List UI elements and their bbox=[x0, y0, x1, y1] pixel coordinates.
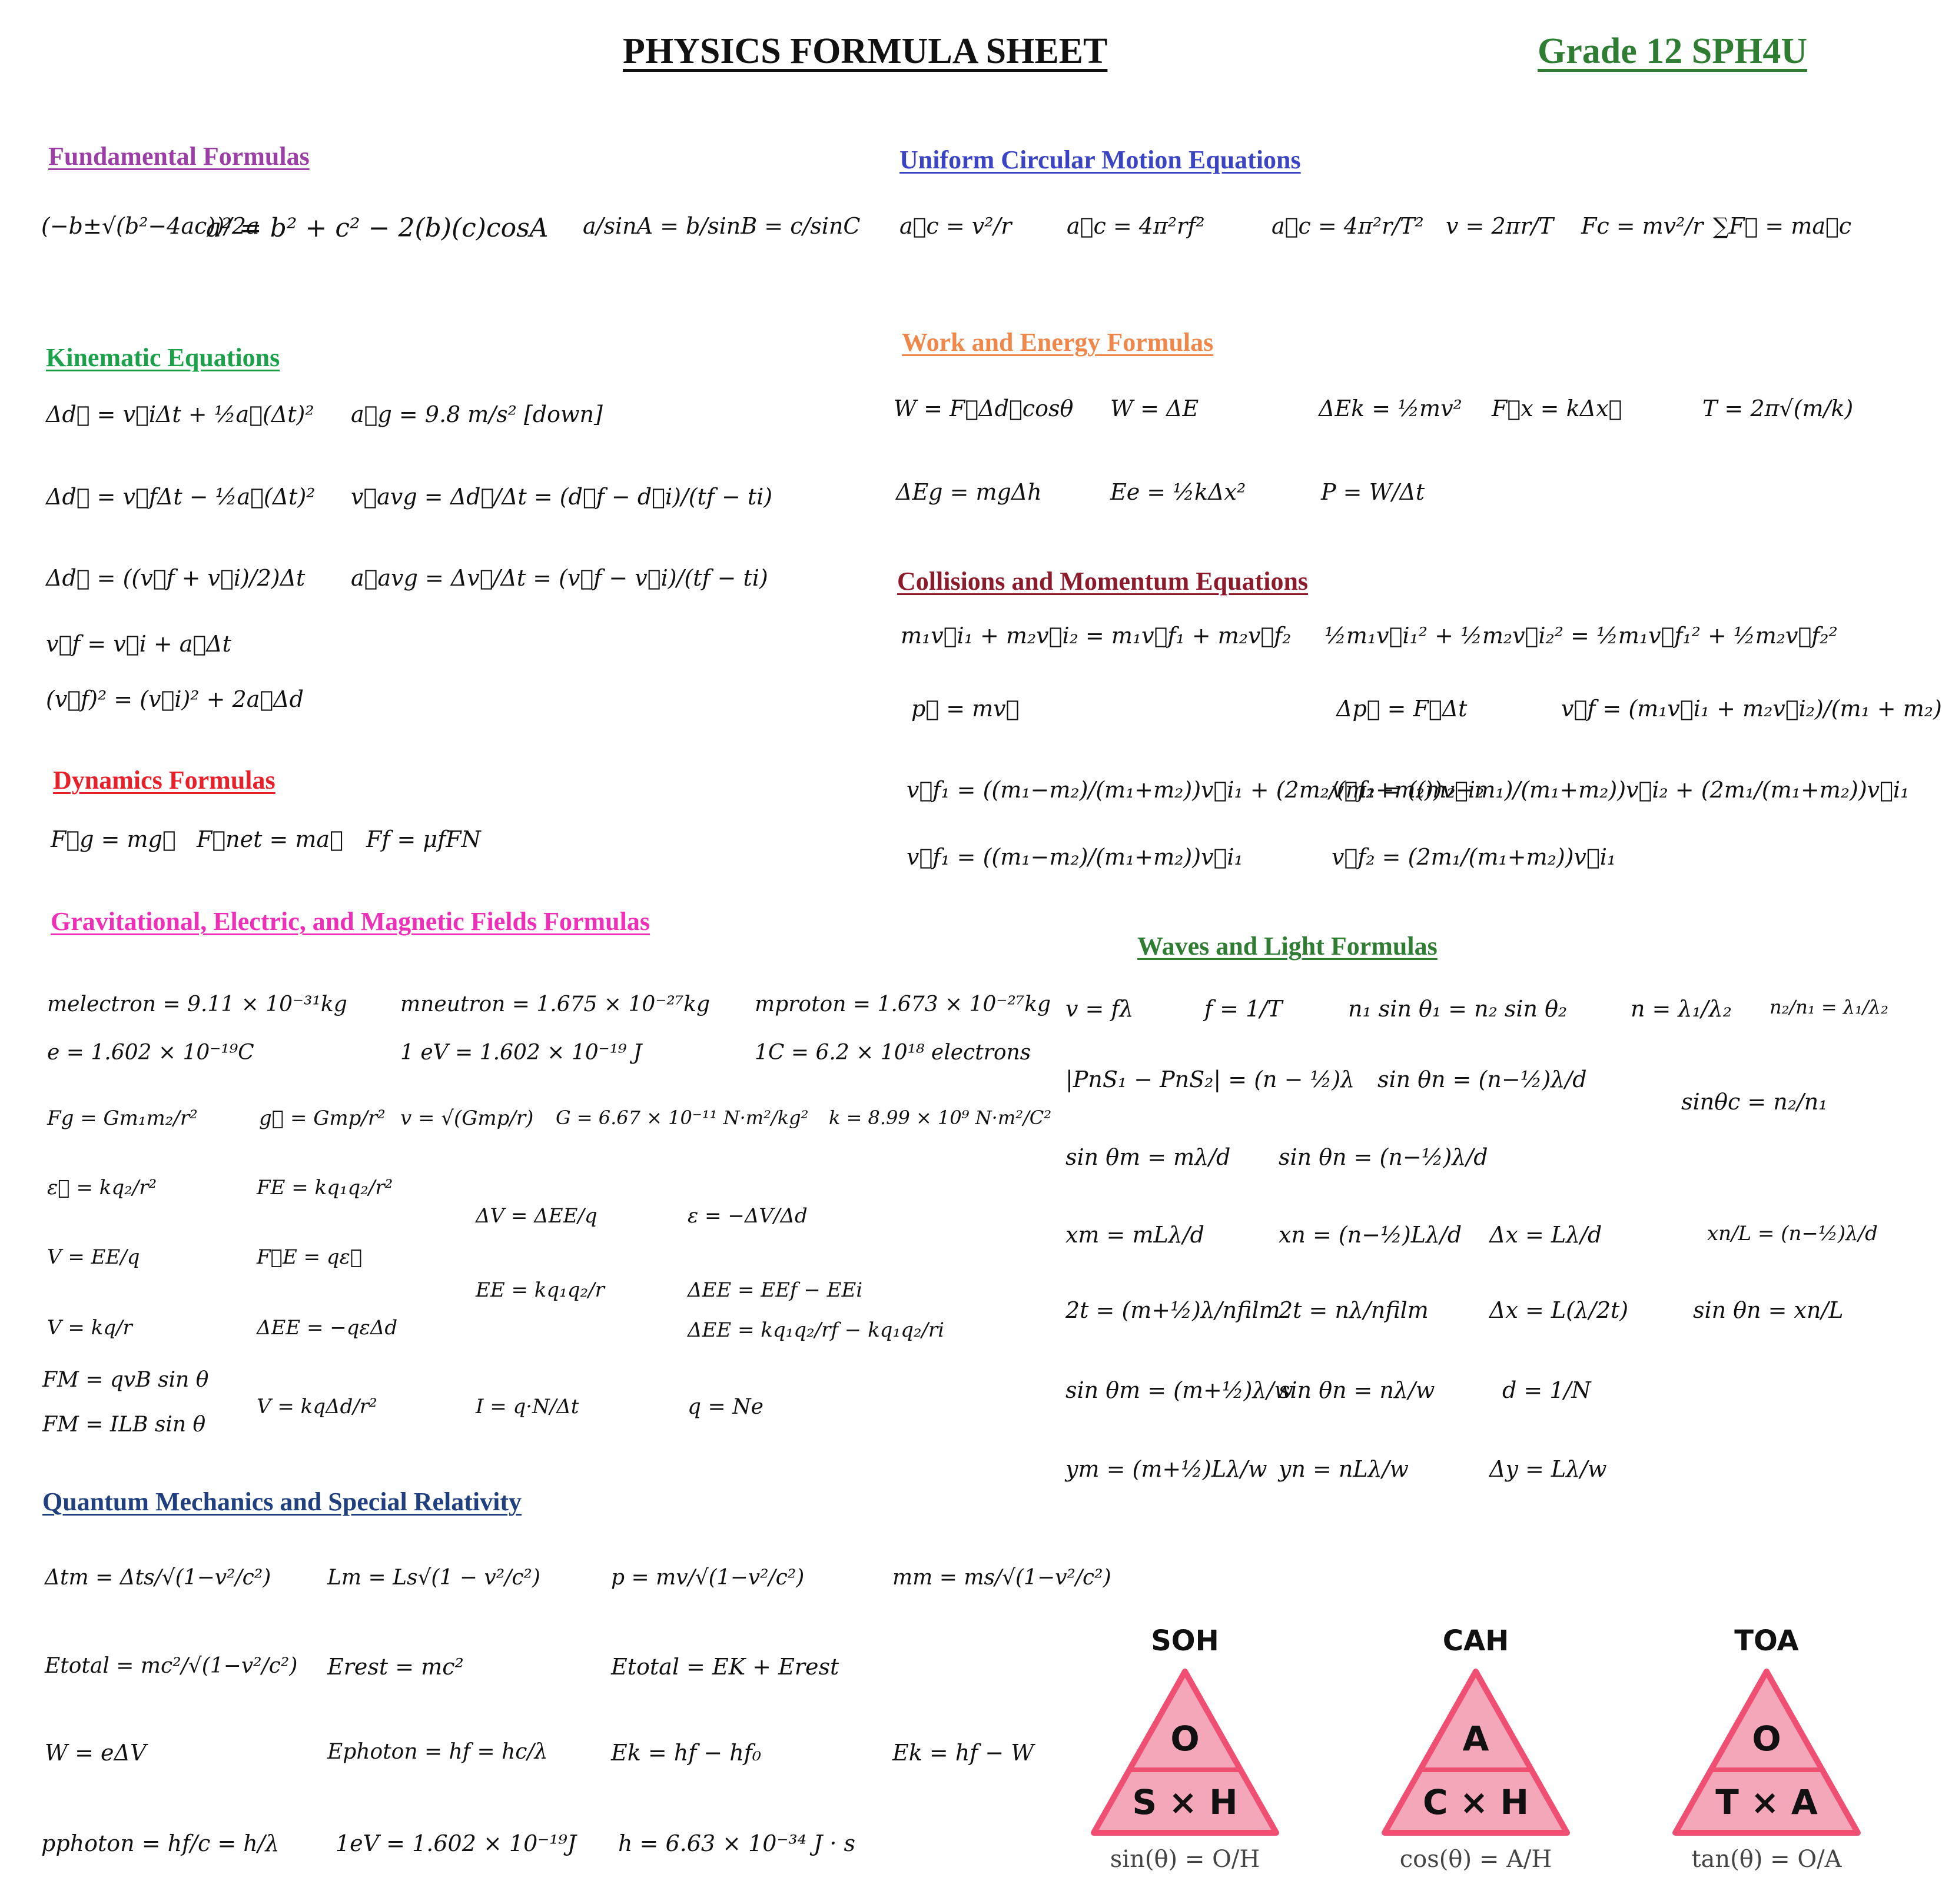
kin-formula-4: v⃗avg = Δd⃗/Δt = (d⃗f − d⃗i)/(tf − ti) bbox=[351, 484, 773, 510]
coll-formula-8: v⃗f₁ = ((m₁−m₂)/(m₁+m₂))v⃗i₁ bbox=[907, 844, 1243, 870]
field-formula-4: e = 1.602 × 10⁻¹⁹C bbox=[47, 1041, 254, 1065]
wave-formula-10: sin θn = (n−½)λ/d bbox=[1279, 1144, 1488, 1170]
kin-formula-7: v⃗f = v⃗i + a⃗Δt bbox=[46, 631, 231, 657]
field-formula-11: k = 8.99 × 10⁹ N·m²/C² bbox=[829, 1106, 1052, 1129]
soh-bottom: S × H bbox=[1132, 1782, 1238, 1822]
quantum-formula-13: 1eV = 1.602 × 10⁻¹⁹J bbox=[336, 1830, 577, 1856]
wave-formula-6: |PnS₁ − PnS₂| = (n − ½)λ bbox=[1065, 1066, 1355, 1092]
circ-formula-1: a⃗c = v²/r bbox=[899, 213, 1012, 239]
work-formula-7: Ee = ½kΔx² bbox=[1110, 479, 1246, 505]
sine-law: a/sinA = b/sinB = c/sinC bbox=[583, 213, 861, 239]
coll-formula-1: m₁v⃗i₁ + m₂v⃗i₂ = m₁v⃗f₁ + m₂v⃗f₂ bbox=[901, 623, 1292, 649]
quantum-formula-11: Ek = hf − W bbox=[892, 1740, 1034, 1766]
quantum-formula-14: h = 6.63 × 10⁻³⁴ J · s bbox=[618, 1830, 856, 1856]
quantum-heading: Quantum Mechanics and Special Relativity bbox=[42, 1487, 522, 1516]
coll-formula-5: v⃗f = (m₁v⃗i₁ + m₂v⃗i₂)/(m₁ + m₂) bbox=[1561, 696, 1942, 722]
field-formula-14: ΔV = ΔEE/q bbox=[476, 1204, 597, 1228]
cah-triangle bbox=[1379, 1624, 1573, 1883]
fields-heading: Gravitational, Electric, and Magnetic Fields Formulas bbox=[51, 907, 650, 936]
work-formula-2: W = ΔE bbox=[1110, 396, 1199, 421]
wave-formula-17: Δx = L(λ/2t) bbox=[1489, 1297, 1629, 1323]
wave-formula-13: Δx = Lλ/d bbox=[1489, 1222, 1602, 1248]
wave-formula-20: sin θn = nλ/w bbox=[1279, 1377, 1435, 1403]
circ-formula-4: v = 2πr/T bbox=[1446, 213, 1553, 239]
work-formula-1: W = F⃗Δd⃗cosθ bbox=[894, 396, 1074, 421]
dyn-formula-3: Ff = μfFN bbox=[366, 826, 481, 852]
quantum-formula-3: p = mv/√(1−v²/c²) bbox=[611, 1566, 805, 1590]
quantum-formula-2: Lm = Ls√(1 − v²/c²) bbox=[327, 1566, 540, 1590]
kinematic-heading: Kinematic Equations bbox=[46, 343, 280, 372]
field-formula-9: v = √(Gmp/r) bbox=[400, 1106, 534, 1130]
dyn-formula-1: F⃗g = mg⃗ bbox=[51, 826, 176, 852]
coll-formula-3: p⃗ = mv⃗ bbox=[911, 696, 1020, 722]
kin-formula-5: Δd⃗ = ((v⃗f + v⃗i)/2)Δt bbox=[46, 565, 306, 591]
circ-formula-6: ∑F⃗ = ma⃗c bbox=[1713, 213, 1852, 239]
work-formula-8: P = W/Δt bbox=[1321, 479, 1425, 505]
field-formula-15: ε = −ΔV/Δd bbox=[688, 1204, 808, 1228]
kin-formula-1: Δd⃗ = v⃗iΔt + ½a⃗(Δt)² bbox=[46, 401, 314, 427]
circ-formula-5: Fc = mv²/r bbox=[1581, 213, 1704, 239]
field-formula-6: 1C = 6.2 × 10¹⁸ electrons bbox=[755, 1041, 1031, 1065]
soh-label: SOH bbox=[1151, 1624, 1219, 1657]
quantum-formula-4: mm = ms/√(1−v²/c²) bbox=[892, 1566, 1111, 1590]
field-formula-20: V = kq/r bbox=[47, 1316, 132, 1340]
field-formula-2: mneutron = 1.675 × 10⁻²⁷kg bbox=[400, 992, 711, 1016]
field-formula-17: F⃗E = qε⃗ bbox=[257, 1245, 363, 1269]
quantum-formula-6: Erest = mc² bbox=[327, 1654, 464, 1680]
wave-formula-7: sin θn = (n−½)λ/d bbox=[1377, 1066, 1587, 1092]
wave-formula-12: xn = (n−½)Lλ/d bbox=[1279, 1222, 1462, 1248]
field-formula-3: mproton = 1.673 × 10⁻²⁷kg bbox=[755, 992, 1051, 1016]
soh-top: O bbox=[1170, 1719, 1200, 1759]
coll-formula-7: v⃗f₂ = ((m₂−m₁)/(m₁+m₂))v⃗i₂ + (2m₁/(m₁+m₂))v⃗i₁ bbox=[1332, 777, 1910, 803]
wave-formula-3: n₁ sin θ₁ = n₂ sin θ₂ bbox=[1348, 996, 1568, 1022]
wave-formula-2: f = 1/T bbox=[1204, 996, 1283, 1022]
grade-label: Grade 12 SPH4U bbox=[1538, 31, 1808, 71]
wave-formula-8: sinθc = n₂/n₁ bbox=[1681, 1089, 1828, 1115]
cah-top: A bbox=[1462, 1719, 1489, 1759]
work-heading: Work and Energy Formulas bbox=[902, 328, 1214, 357]
page-title: PHYSICS FORMULA SHEET bbox=[623, 31, 1108, 71]
quantum-formula-8: W = eΔV bbox=[45, 1740, 147, 1766]
wave-formula-14: xn/L = (n−½)λ/d bbox=[1707, 1222, 1878, 1245]
kin-formula-2: a⃗g = 9.8 m/s² [down] bbox=[351, 401, 603, 427]
quantum-formula-9: Ephoton = hf = hc/λ bbox=[327, 1740, 548, 1764]
wave-formula-21: d = 1/N bbox=[1502, 1377, 1591, 1403]
wave-formula-18: sin θn = xn/L bbox=[1693, 1297, 1844, 1323]
cosine-law: a² = b² + c² − 2(b)(c)cosA bbox=[206, 213, 549, 243]
wave-formula-4: n = λ₁/λ₂ bbox=[1631, 996, 1732, 1022]
quantum-formula-5: Etotal = mc²/√(1−v²/c²) bbox=[45, 1654, 298, 1678]
coll-formula-2: ½m₁v⃗i₁² + ½m₂v⃗i₂² = ½m₁v⃗f₁² + ½m₂v⃗f₂² bbox=[1324, 623, 1838, 649]
field-formula-22: ΔEE = kq₁q₂/rf − kq₁q₂/ri bbox=[688, 1318, 945, 1342]
circ-formula-2: a⃗c = 4π²rf² bbox=[1067, 213, 1205, 239]
quadratic-formula: (−b±√(b²−4ac))/2a bbox=[41, 213, 260, 239]
wave-formula-24: Δy = Lλ/w bbox=[1489, 1456, 1607, 1482]
work-formula-4: F⃗x = kΔx⃗ bbox=[1492, 396, 1622, 421]
toa-formula: tan(θ) = O/A bbox=[1691, 1846, 1842, 1873]
coll-formula-6: v⃗f₁ = ((m₁−m₂)/(m₁+m₂))v⃗i₁ + (2m₂/(m₁+m₂))v⃗i₂ bbox=[907, 777, 1485, 803]
kin-formula-6: a⃗avg = Δv⃗/Δt = (v⃗f − v⃗i)/(tf − ti) bbox=[351, 565, 768, 591]
wave-formula-19: sin θm = (m+½)λ/w bbox=[1065, 1377, 1293, 1403]
field-formula-16: V = EE/q bbox=[47, 1245, 140, 1269]
wave-formula-1: v = fλ bbox=[1065, 996, 1134, 1022]
field-formula-7: Fg = Gm₁m₂/r² bbox=[47, 1106, 198, 1130]
work-formula-5: T = 2π√(m/k) bbox=[1702, 396, 1854, 421]
quantum-formula-1: Δtm = Δts/√(1−v²/c²) bbox=[45, 1566, 271, 1590]
wave-formula-11: xm = mLλ/d bbox=[1065, 1222, 1204, 1248]
work-formula-3: ΔEk = ½mv² bbox=[1319, 396, 1462, 421]
coll-formula-4: Δp⃗ = F⃗Δt bbox=[1336, 696, 1468, 722]
wave-formula-22: ym = (m+½)Lλ/w bbox=[1065, 1456, 1267, 1482]
field-formula-25: V = kqΔd/r² bbox=[257, 1395, 377, 1418]
quantum-formula-12: pphoton = hf/c = h/λ bbox=[41, 1830, 280, 1856]
field-formula-13: FE = kq₁q₂/r² bbox=[257, 1176, 393, 1199]
field-formula-26: I = q·N/Δt bbox=[476, 1395, 579, 1418]
field-formula-8: g⃗ = Gmp/r² bbox=[259, 1106, 386, 1130]
field-formula-10: G = 6.67 × 10⁻¹¹ N·m²/kg² bbox=[556, 1106, 809, 1129]
wave-formula-16: 2t = nλ/nfilm bbox=[1279, 1297, 1429, 1323]
dynamics-heading: Dynamics Formulas bbox=[53, 766, 275, 795]
field-formula-12: ε⃗ = kq₂/r² bbox=[47, 1176, 157, 1199]
fundamental-heading: Fundamental Formulas bbox=[48, 142, 310, 171]
soh-formula: sin(θ) = O/H bbox=[1110, 1846, 1260, 1873]
wave-formula-23: yn = nLλ/w bbox=[1279, 1456, 1409, 1482]
field-formula-5: 1 eV = 1.602 × 10⁻¹⁹ J bbox=[400, 1041, 642, 1065]
collisions-heading: Collisions and Momentum Equations bbox=[897, 567, 1309, 596]
circular-heading: Uniform Circular Motion Equations bbox=[899, 145, 1301, 174]
kin-formula-3: Δd⃗ = v⃗fΔt − ½a⃗(Δt)² bbox=[46, 484, 316, 510]
toa-triangle bbox=[1669, 1624, 1864, 1883]
soh-triangle bbox=[1088, 1624, 1282, 1883]
quantum-formula-7: Etotal = EK + Erest bbox=[611, 1654, 839, 1680]
toa-bottom: T × A bbox=[1715, 1782, 1818, 1822]
wave-formula-5: n₂/n₁ = λ₁/λ₂ bbox=[1770, 996, 1888, 1018]
cah-bottom: C × H bbox=[1422, 1782, 1529, 1822]
coll-formula-9: v⃗f₂ = (2m₁/(m₁+m₂))v⃗i₁ bbox=[1332, 844, 1616, 870]
wave-formula-9: sin θm = mλ/d bbox=[1065, 1144, 1231, 1170]
kin-formula-8: (v⃗f)² = (v⃗i)² + 2a⃗Δd bbox=[46, 686, 304, 712]
field-formula-18: EE = kq₁q₂/r bbox=[476, 1278, 605, 1302]
field-formula-1: melectron = 9.11 × 10⁻³¹kg bbox=[47, 992, 347, 1016]
field-formula-23: FM = qvB sin θ bbox=[42, 1368, 209, 1392]
waves-heading: Waves and Light Formulas bbox=[1137, 932, 1438, 961]
toa-top: O bbox=[1752, 1719, 1781, 1759]
dyn-formula-2: F⃗net = ma⃗ bbox=[197, 826, 343, 852]
field-formula-21: ΔEE = −qεΔd bbox=[257, 1316, 398, 1340]
field-formula-19: ΔEE = EEf − EEi bbox=[688, 1278, 863, 1302]
quantum-formula-10: Ek = hf − hf₀ bbox=[611, 1740, 762, 1766]
wave-formula-15: 2t = (m+½)λ/nfilm bbox=[1065, 1297, 1280, 1323]
cah-label: CAH bbox=[1442, 1624, 1509, 1657]
cah-formula: cos(θ) = A/H bbox=[1399, 1846, 1552, 1873]
circ-formula-3: a⃗c = 4π²r/T² bbox=[1272, 213, 1424, 239]
toa-label: TOA bbox=[1734, 1624, 1799, 1657]
field-formula-27: q = Ne bbox=[688, 1395, 763, 1419]
work-formula-6: ΔEg = mgΔh bbox=[896, 479, 1042, 505]
field-formula-24: FM = ILB sin θ bbox=[42, 1413, 206, 1437]
